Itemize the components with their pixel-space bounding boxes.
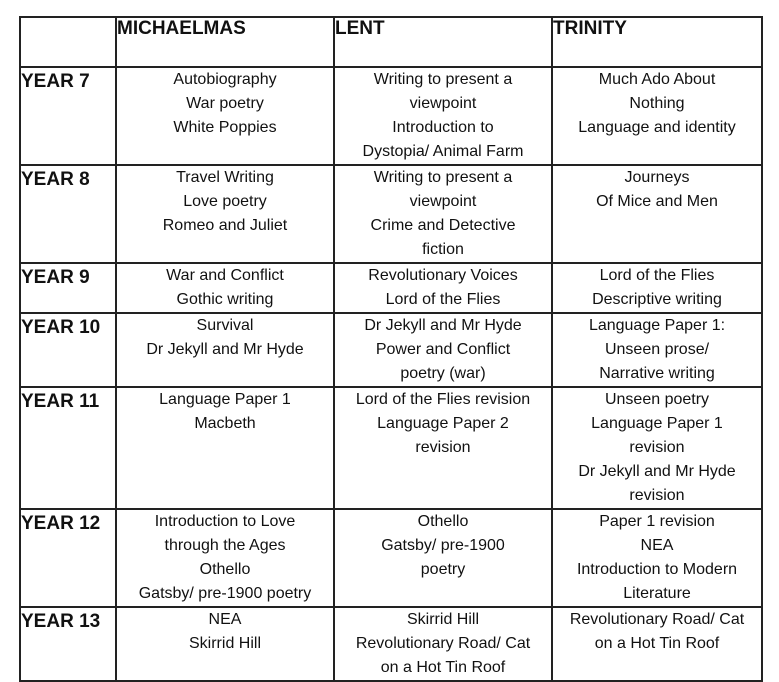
cell-line: War and Conflict — [166, 267, 284, 284]
curriculum-table — [19, 16, 763, 682]
cell-line: fiction — [422, 241, 464, 258]
cell-lent — [334, 387, 552, 509]
cell-line: Of Mice and Men — [596, 193, 718, 210]
cell-trinity — [552, 67, 762, 165]
cell-michaelmas — [116, 263, 334, 313]
cell-line: Literature — [623, 585, 691, 602]
cell-line: Revolutionary Road/ Cat — [569, 611, 745, 628]
cell-line: Unseen poetry — [604, 391, 710, 408]
cell-line: Lord of the Flies — [599, 267, 715, 284]
cell-line: Romeo and Juliet — [162, 217, 288, 234]
cell-line: Autobiography — [173, 71, 277, 88]
year-label: YEAR 7 — [20, 67, 116, 165]
cell-line: Survival — [196, 317, 254, 334]
cell-michaelmas — [116, 387, 334, 509]
cell-line: revision — [629, 487, 685, 504]
cell-line: Writing to present a — [373, 169, 513, 186]
cell-line: Lord of the Flies — [385, 291, 501, 308]
cell-line: Dr Jekyll and Mr Hyde — [146, 341, 304, 358]
year-label: YEAR 10 — [20, 313, 116, 387]
cell-line: Revolutionary Voices — [368, 267, 518, 284]
table-row — [20, 263, 762, 313]
cell-line: Gatsby/ pre-1900 — [381, 537, 505, 554]
cell-line: poetry — [420, 561, 466, 578]
cell-line: Language Paper 1: — [588, 317, 726, 334]
cell-line: on a Hot Tin Roof — [594, 635, 720, 652]
cell-line: Othello — [417, 513, 469, 530]
cell-line: Love poetry — [183, 193, 267, 210]
cell-line: through the Ages — [164, 537, 286, 554]
cell-line: War poetry — [186, 95, 264, 112]
cell-line: Language Paper 1 — [159, 391, 291, 408]
cell-line: Unseen prose/ — [604, 341, 710, 358]
cell-michaelmas — [116, 313, 334, 387]
cell-lent — [334, 165, 552, 263]
cell-trinity — [552, 509, 762, 607]
header-michaelmas: MICHAELMAS — [116, 17, 334, 67]
cell-line: revision — [629, 439, 685, 456]
cell-line: Introduction to Love — [154, 513, 296, 530]
cell-line: Much Ado About — [598, 71, 716, 88]
cell-line: Skirrid Hill — [407, 611, 479, 628]
cell-line: Skirrid Hill — [189, 635, 261, 652]
cell-trinity — [552, 263, 762, 313]
cell-line: Crime and Detective — [370, 217, 516, 234]
cell-michaelmas — [116, 509, 334, 607]
cell-line: viewpoint — [409, 95, 477, 112]
cell-lent — [334, 607, 552, 681]
cell-michaelmas — [116, 67, 334, 165]
cell-trinity — [552, 387, 762, 509]
cell-line: Gatsby/ pre-1900 poetry — [138, 585, 312, 602]
cell-michaelmas — [116, 165, 334, 263]
table-row — [20, 67, 762, 165]
cell-lent — [334, 263, 552, 313]
cell-line: Nothing — [629, 95, 685, 112]
table-row — [20, 313, 762, 387]
cell-trinity — [552, 607, 762, 681]
year-label: YEAR 12 — [20, 509, 116, 607]
cell-line: Descriptive writing — [592, 291, 722, 308]
cell-line: viewpoint — [409, 193, 477, 210]
cell-line: revision — [415, 439, 471, 456]
cell-line: on a Hot Tin Roof — [380, 659, 506, 676]
cell-line: Lord of the Flies revision — [355, 391, 531, 408]
cell-trinity — [552, 165, 762, 263]
year-label: YEAR 9 — [20, 263, 116, 313]
cell-line: Revolutionary Road/ Cat — [355, 635, 531, 652]
header-trinity: TRINITY — [552, 17, 762, 67]
table-row — [20, 509, 762, 607]
cell-line: Language Paper 2 — [377, 415, 509, 432]
year-label: YEAR 8 — [20, 165, 116, 263]
cell-michaelmas — [116, 607, 334, 681]
year-label: YEAR 13 — [20, 607, 116, 681]
cell-line: Introduction to Modern — [576, 561, 738, 578]
cell-line: NEA — [640, 537, 674, 554]
cell-line: poetry (war) — [400, 365, 486, 382]
table-row — [20, 387, 762, 509]
cell-line: NEA — [208, 611, 242, 628]
cell-line: Writing to present a — [373, 71, 513, 88]
header-lent: LENT — [334, 17, 552, 67]
cell-line: Travel Writing — [176, 169, 274, 186]
cell-lent — [334, 313, 552, 387]
corner-cell — [20, 17, 116, 67]
cell-line: Power and Conflict — [375, 341, 511, 358]
year-label: YEAR 11 — [20, 387, 116, 509]
cell-trinity — [552, 313, 762, 387]
cell-line: Dystopia/ Animal Farm — [362, 143, 524, 160]
cell-line: White Poppies — [173, 119, 277, 136]
cell-line: Othello — [199, 561, 251, 578]
cell-line: Dr Jekyll and Mr Hyde — [578, 463, 736, 480]
table-body — [20, 67, 762, 681]
cell-line: Introduction to — [392, 119, 494, 136]
cell-line: Language Paper 1 — [591, 415, 723, 432]
cell-line: Paper 1 revision — [599, 513, 715, 530]
table-row — [20, 165, 762, 263]
header-row — [20, 17, 762, 67]
cell-line: Narrative writing — [599, 365, 715, 382]
cell-line: Gothic writing — [176, 291, 274, 308]
cell-line: Macbeth — [194, 415, 256, 432]
cell-line: Dr Jekyll and Mr Hyde — [364, 317, 522, 334]
cell-lent — [334, 509, 552, 607]
table-row — [20, 607, 762, 681]
cell-lent — [334, 67, 552, 165]
cell-line: Language and identity — [578, 119, 736, 136]
cell-line: Journeys — [624, 169, 690, 186]
